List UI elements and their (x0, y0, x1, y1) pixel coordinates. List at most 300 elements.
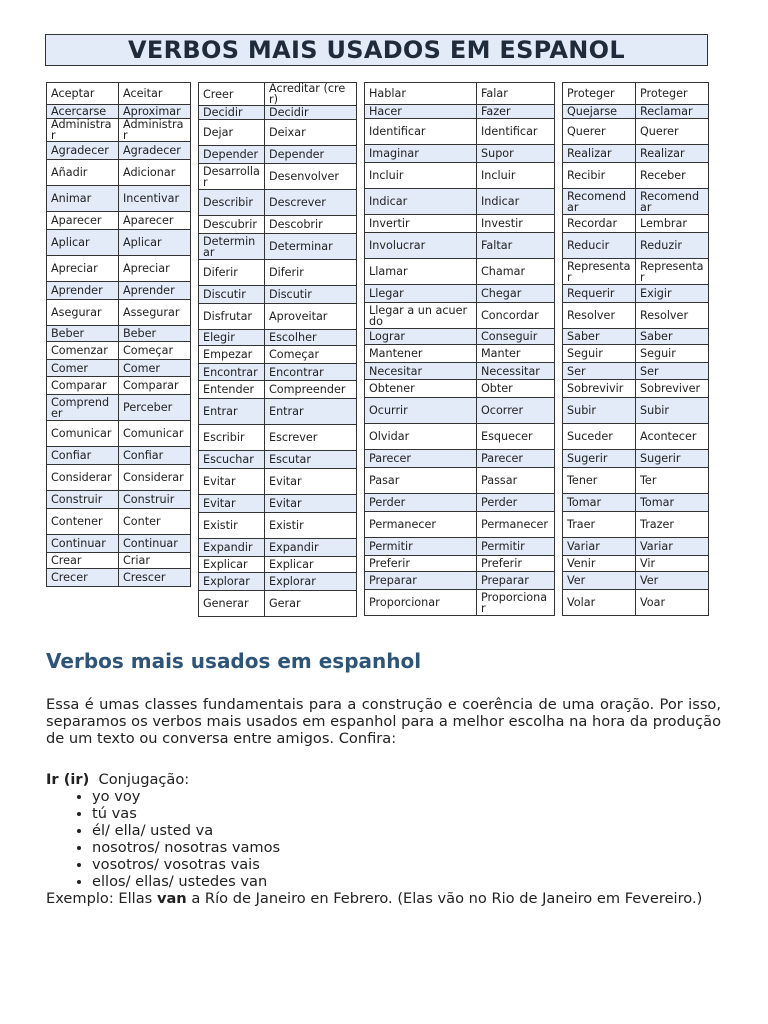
portuguese-verb-cell: Aproveitar (265, 304, 357, 330)
portuguese-verb-cell: Vir (636, 556, 709, 572)
portuguese-verb-cell: Explicar (265, 557, 357, 573)
table-row (563, 285, 709, 303)
spanish-verb-cell: Discutir (199, 286, 265, 304)
spanish-verb-cell: Realizar (563, 145, 636, 163)
spanish-verb-cell: Construir (47, 491, 119, 509)
spanish-verb-cell: Llegar a un acuerdo (365, 303, 477, 329)
conjugation-form: • él/ ella/ usted va (92, 822, 721, 839)
verb-table-4 (562, 82, 709, 616)
portuguese-verb-cell: Trazer (636, 512, 709, 538)
example-prefix: Exemplo: Ellas (46, 890, 153, 907)
portuguese-verb-cell: Perder (477, 494, 555, 512)
spanish-verb-cell: Escribir (199, 425, 265, 451)
spanish-verb-cell: Apreciar (47, 256, 119, 282)
spanish-verb-cell: Administrar (47, 119, 119, 142)
portuguese-verb-cell: Identificar (477, 119, 555, 145)
spanish-verb-cell: Recordar (563, 215, 636, 233)
conjugation-form: • yo voy (92, 788, 721, 805)
portuguese-verb-cell: Comunicar (119, 421, 191, 447)
table-row (199, 451, 357, 469)
table-row (365, 363, 555, 380)
spanish-verb-cell: Generar (199, 591, 265, 617)
spanish-verb-cell: Comer (47, 360, 119, 377)
portuguese-verb-cell: Decidir (265, 106, 357, 120)
table-row (47, 342, 191, 360)
spanish-verb-cell: Seguir (563, 345, 636, 363)
spanish-verb-cell: Invertir (365, 215, 477, 233)
portuguese-verb-cell: Comparar (119, 377, 191, 395)
portuguese-verb-cell: Escolher (265, 330, 357, 346)
table-row (563, 145, 709, 163)
spanish-verb-cell: Aplicar (47, 230, 119, 256)
table-row (563, 233, 709, 259)
table-row (47, 553, 191, 569)
portuguese-verb-cell: Discutir (265, 286, 357, 304)
portuguese-verb-cell: Tomar (636, 494, 709, 512)
table-row (199, 106, 357, 120)
portuguese-verb-cell: Conseguir (477, 329, 555, 345)
table-row (47, 326, 191, 342)
table-row (47, 377, 191, 395)
page-title: VERBOS MAIS USADOS EM ESPANOL (128, 36, 625, 64)
spanish-verb-cell: Preparar (365, 572, 477, 590)
portuguese-verb-cell: Desenvolver (265, 164, 357, 190)
spanish-verb-cell: Explorar (199, 573, 265, 591)
portuguese-verb-cell: Acreditar (crer) (265, 83, 357, 106)
table-row (563, 494, 709, 512)
portuguese-verb-cell: Ocorrer (477, 398, 555, 424)
verb-table-1 (46, 82, 191, 587)
table-row (563, 303, 709, 329)
table-row (365, 590, 555, 616)
table-row (365, 450, 555, 468)
conjugation-verb: Ir (ir) (46, 771, 90, 788)
spanish-verb-cell: Parecer (365, 450, 477, 468)
portuguese-verb-cell: Chegar (477, 285, 555, 303)
spanish-verb-cell: Aprender (47, 282, 119, 300)
table-row (47, 535, 191, 553)
spanish-verb-cell: Elegir (199, 330, 265, 346)
spanish-verb-cell: Entender (199, 381, 265, 399)
spanish-verb-cell: Determinar (199, 234, 265, 260)
spanish-verb-cell: Variar (563, 538, 636, 556)
conjugation-form: • ellos/ ellas/ ustedes van (92, 873, 721, 890)
spanish-verb-cell: Aceptar (47, 83, 119, 105)
spanish-verb-cell: Subir (563, 398, 636, 424)
portuguese-verb-cell: Existir (265, 513, 357, 539)
portuguese-verb-cell: Conter (119, 509, 191, 535)
portuguese-verb-cell: Aproximar (119, 105, 191, 119)
table-row (365, 145, 555, 163)
table-row (199, 399, 357, 425)
spanish-verb-cell: Lograr (365, 329, 477, 345)
conjugation-form: • tú vas (92, 805, 721, 822)
table-row (563, 189, 709, 215)
table-row (563, 468, 709, 494)
portuguese-verb-cell: Realizar (636, 145, 709, 163)
table-row (365, 424, 555, 450)
table-row (365, 259, 555, 285)
table-row (47, 300, 191, 326)
portuguese-verb-cell: Encontrar (265, 364, 357, 381)
spanish-verb-cell: Involucrar (365, 233, 477, 259)
table-row (199, 425, 357, 451)
table-row (563, 538, 709, 556)
table-row (47, 160, 191, 186)
spanish-verb-cell: Escuchar (199, 451, 265, 469)
table-row (47, 509, 191, 535)
table-row (47, 212, 191, 230)
spanish-verb-cell: Pasar (365, 468, 477, 494)
spanish-verb-cell: Llamar (365, 259, 477, 285)
spanish-verb-cell: Necesitar (365, 363, 477, 380)
portuguese-verb-cell: Sugerir (636, 450, 709, 468)
table-row (563, 329, 709, 345)
table-row (365, 189, 555, 215)
table-row (563, 105, 709, 119)
portuguese-verb-cell: Seguir (636, 345, 709, 363)
portuguese-verb-cell: Indicar (477, 189, 555, 215)
table-row (563, 556, 709, 572)
portuguese-verb-cell: Explorar (265, 573, 357, 591)
spanish-verb-cell: Olvidar (365, 424, 477, 450)
table-row (199, 190, 357, 216)
verb-table-3 (364, 82, 555, 616)
spanish-verb-cell: Añadir (47, 160, 119, 186)
portuguese-verb-cell: Parecer (477, 450, 555, 468)
portuguese-verb-cell: Voar (636, 590, 709, 616)
table-row (563, 215, 709, 233)
title-banner (45, 34, 708, 66)
portuguese-verb-cell: Construir (119, 491, 191, 509)
spanish-verb-cell: Imaginar (365, 145, 477, 163)
table-row (365, 83, 555, 105)
verb-table-2 (198, 82, 357, 617)
portuguese-verb-cell: Permitir (477, 538, 555, 556)
table-row (563, 572, 709, 590)
table-row (47, 186, 191, 212)
spanish-verb-cell: Recibir (563, 163, 636, 189)
spanish-verb-cell: Asegurar (47, 300, 119, 326)
table-row (365, 572, 555, 590)
portuguese-verb-cell: Beber (119, 326, 191, 342)
table-row (199, 304, 357, 330)
table-row (47, 119, 191, 142)
portuguese-verb-cell: Investir (477, 215, 555, 233)
spanish-verb-cell: Desarrollar (199, 164, 265, 190)
spanish-verb-cell: Sugerir (563, 450, 636, 468)
table-row (199, 286, 357, 304)
portuguese-verb-cell: Perceber (119, 395, 191, 421)
portuguese-verb-cell: Faltar (477, 233, 555, 259)
conjugation-form: • vosotros/ vosotras vais (92, 856, 721, 873)
table-row (47, 83, 191, 105)
portuguese-verb-cell: Começar (119, 342, 191, 360)
section-heading: Verbos mais usados em espanhol (46, 649, 422, 673)
spanish-verb-cell: Describir (199, 190, 265, 216)
spanish-verb-cell: Indicar (365, 189, 477, 215)
portuguese-verb-cell: Continuar (119, 535, 191, 553)
spanish-verb-cell: Venir (563, 556, 636, 572)
spanish-verb-cell: Representar (563, 259, 636, 285)
spanish-verb-cell: Empezar (199, 346, 265, 364)
portuguese-verb-cell: Descrever (265, 190, 357, 216)
spanish-verb-cell: Perder (365, 494, 477, 512)
portuguese-verb-cell: Considerar (119, 465, 191, 491)
spanish-verb-cell: Crear (47, 553, 119, 569)
portuguese-verb-cell: Aprender (119, 282, 191, 300)
portuguese-verb-cell: Escrever (265, 425, 357, 451)
portuguese-verb-cell: Deixar (265, 120, 357, 146)
spanish-verb-cell: Incluir (365, 163, 477, 189)
table-row (563, 424, 709, 450)
table-row (365, 105, 555, 119)
table-row (47, 491, 191, 509)
spanish-verb-cell: Llegar (365, 285, 477, 303)
portuguese-verb-cell: Aparecer (119, 212, 191, 230)
portuguese-verb-cell: Preferir (477, 556, 555, 572)
spanish-verb-cell: Diferir (199, 260, 265, 286)
table-row (563, 83, 709, 105)
table-row (47, 447, 191, 465)
portuguese-verb-cell: Gerar (265, 591, 357, 617)
table-row (563, 398, 709, 424)
table-row (47, 421, 191, 447)
spanish-verb-cell: Comprender (47, 395, 119, 421)
table-row (199, 364, 357, 381)
table-row (365, 215, 555, 233)
spanish-verb-cell: Hacer (365, 105, 477, 119)
portuguese-verb-cell: Sobreviver (636, 380, 709, 398)
example-rest: a Río de Janeiro en Febrero. (Elas vão no Rio de Janeiro em Fevereiro.) (191, 890, 703, 907)
table-row (563, 512, 709, 538)
table-row (47, 395, 191, 421)
spanish-verb-cell: Ver (563, 572, 636, 590)
spanish-verb-cell: Proteger (563, 83, 636, 105)
table-row (47, 360, 191, 377)
portuguese-verb-cell: Querer (636, 119, 709, 145)
portuguese-verb-cell: Fazer (477, 105, 555, 119)
table-row (563, 259, 709, 285)
spanish-verb-cell: Evitar (199, 495, 265, 513)
spanish-verb-cell: Confiar (47, 447, 119, 465)
table-row (199, 573, 357, 591)
spanish-verb-cell: Ser (563, 363, 636, 380)
table-row (563, 590, 709, 616)
table-row (199, 234, 357, 260)
conjugation-block (46, 771, 721, 907)
portuguese-verb-cell: Depender (265, 146, 357, 164)
table-row (199, 539, 357, 557)
table-row (199, 495, 357, 513)
portuguese-verb-cell: Manter (477, 345, 555, 363)
spanish-verb-cell: Continuar (47, 535, 119, 553)
portuguese-verb-cell: Começar (265, 346, 357, 364)
spanish-verb-cell: Tomar (563, 494, 636, 512)
portuguese-verb-cell: Falar (477, 83, 555, 105)
portuguese-verb-cell: Aceitar (119, 83, 191, 105)
spanish-verb-cell: Comenzar (47, 342, 119, 360)
table-row (199, 513, 357, 539)
portuguese-verb-cell: Reduzir (636, 233, 709, 259)
spanish-verb-cell: Decidir (199, 106, 265, 120)
spanish-verb-cell: Querer (563, 119, 636, 145)
portuguese-verb-cell: Apreciar (119, 256, 191, 282)
spanish-verb-cell: Considerar (47, 465, 119, 491)
portuguese-verb-cell: Administrar (119, 119, 191, 142)
table-row (365, 398, 555, 424)
spanish-verb-cell: Acercarse (47, 105, 119, 119)
spanish-verb-cell: Volar (563, 590, 636, 616)
portuguese-verb-cell: Entrar (265, 399, 357, 425)
spanish-verb-cell: Encontrar (199, 364, 265, 381)
table-row (199, 83, 357, 106)
portuguese-verb-cell: Aplicar (119, 230, 191, 256)
portuguese-verb-cell: Subir (636, 398, 709, 424)
portuguese-verb-cell: Crescer (119, 569, 191, 587)
table-row (365, 468, 555, 494)
table-row (365, 285, 555, 303)
spanish-verb-cell: Aparecer (47, 212, 119, 230)
portuguese-verb-cell: Ter (636, 468, 709, 494)
portuguese-verb-cell: Proporcionar (477, 590, 555, 616)
portuguese-verb-cell: Reclamar (636, 105, 709, 119)
portuguese-verb-cell: Permanecer (477, 512, 555, 538)
spanish-verb-cell: Sobrevivir (563, 380, 636, 398)
table-row (563, 163, 709, 189)
spanish-verb-cell: Recomendar (563, 189, 636, 215)
example-bold-word: van (156, 890, 187, 907)
spanish-verb-cell: Comunicar (47, 421, 119, 447)
portuguese-verb-cell: Chamar (477, 259, 555, 285)
table-row (563, 119, 709, 145)
spanish-verb-cell: Permanecer (365, 512, 477, 538)
portuguese-verb-cell: Expandir (265, 539, 357, 557)
table-row (47, 105, 191, 119)
table-row (365, 233, 555, 259)
portuguese-verb-cell: Determinar (265, 234, 357, 260)
table-row (365, 380, 555, 398)
example-sentence (46, 890, 721, 907)
conjugation-form: • nosotros/ nosotras vamos (92, 839, 721, 856)
portuguese-verb-cell: Proteger (636, 83, 709, 105)
portuguese-verb-cell: Criar (119, 553, 191, 569)
spanish-verb-cell: Entrar (199, 399, 265, 425)
spanish-verb-cell: Saber (563, 329, 636, 345)
table-row (199, 346, 357, 364)
table-row (199, 469, 357, 495)
spanish-verb-cell: Reducir (563, 233, 636, 259)
spanish-verb-cell: Crecer (47, 569, 119, 587)
spanish-verb-cell: Traer (563, 512, 636, 538)
table-row (365, 512, 555, 538)
table-row (47, 230, 191, 256)
table-row (199, 557, 357, 573)
portuguese-verb-cell: Comer (119, 360, 191, 377)
table-row (563, 380, 709, 398)
spanish-verb-cell: Dejar (199, 120, 265, 146)
spanish-verb-cell: Creer (199, 83, 265, 106)
portuguese-verb-cell: Agradecer (119, 142, 191, 160)
portuguese-verb-cell: Incentivar (119, 186, 191, 212)
table-row (563, 363, 709, 380)
portuguese-verb-cell: Lembrar (636, 215, 709, 233)
portuguese-verb-cell: Adicionar (119, 160, 191, 186)
portuguese-verb-cell: Resolver (636, 303, 709, 329)
conjugation-label: Conjugação: (98, 771, 190, 788)
spanish-verb-cell: Resolver (563, 303, 636, 329)
spanish-verb-cell: Expandir (199, 539, 265, 557)
spanish-verb-cell: Depender (199, 146, 265, 164)
portuguese-verb-cell: Recomendar (636, 189, 709, 215)
intro-paragraph: Essa é umas classes fundamentais para a construção e coerência de uma oração. Por isso, separamos os verbos mais usados em espanhol para a melhor escolha na hora da produção de um texto ou conversa entre amigos. Confira: (46, 696, 721, 747)
table-row (47, 569, 191, 587)
spanish-verb-cell: Proporcionar (365, 590, 477, 616)
spanish-verb-cell: Suceder (563, 424, 636, 450)
table-row (47, 256, 191, 282)
spanish-verb-cell: Requerir (563, 285, 636, 303)
table-row (199, 216, 357, 234)
spanish-verb-cell: Disfrutar (199, 304, 265, 330)
spanish-verb-cell: Obtener (365, 380, 477, 398)
table-row (199, 381, 357, 399)
table-row (199, 260, 357, 286)
spanish-verb-cell: Contener (47, 509, 119, 535)
portuguese-verb-cell: Ser (636, 363, 709, 380)
spanish-verb-cell: Quejarse (563, 105, 636, 119)
portuguese-verb-cell: Representar (636, 259, 709, 285)
table-row (199, 146, 357, 164)
table-row (563, 450, 709, 468)
spanish-verb-cell: Permitir (365, 538, 477, 556)
portuguese-verb-cell: Ver (636, 572, 709, 590)
spanish-verb-cell: Animar (47, 186, 119, 212)
spanish-verb-cell: Hablar (365, 83, 477, 105)
portuguese-verb-cell: Variar (636, 538, 709, 556)
table-row (199, 164, 357, 190)
table-row (365, 538, 555, 556)
portuguese-verb-cell: Evitar (265, 495, 357, 513)
portuguese-verb-cell: Preparar (477, 572, 555, 590)
table-row (563, 345, 709, 363)
portuguese-verb-cell: Compreender (265, 381, 357, 399)
table-row (365, 494, 555, 512)
spanish-verb-cell: Identificar (365, 119, 477, 145)
table-row (199, 591, 357, 617)
table-row (47, 465, 191, 491)
spanish-verb-cell: Comparar (47, 377, 119, 395)
table-row (365, 303, 555, 329)
table-row (47, 282, 191, 300)
portuguese-verb-cell: Confiar (119, 447, 191, 465)
portuguese-verb-cell: Passar (477, 468, 555, 494)
spanish-verb-cell: Beber (47, 326, 119, 342)
spanish-verb-cell: Ocurrir (365, 398, 477, 424)
portuguese-verb-cell: Concordar (477, 303, 555, 329)
spanish-verb-cell: Preferir (365, 556, 477, 572)
portuguese-verb-cell: Escutar (265, 451, 357, 469)
portuguese-verb-cell: Incluir (477, 163, 555, 189)
portuguese-verb-cell: Obter (477, 380, 555, 398)
conjugation-list (46, 788, 721, 890)
table-row (365, 329, 555, 345)
portuguese-verb-cell: Evitar (265, 469, 357, 495)
portuguese-verb-cell: Assegurar (119, 300, 191, 326)
table-row (365, 556, 555, 572)
spanish-verb-cell: Agradecer (47, 142, 119, 160)
portuguese-verb-cell: Descobrir (265, 216, 357, 234)
spanish-verb-cell: Existir (199, 513, 265, 539)
